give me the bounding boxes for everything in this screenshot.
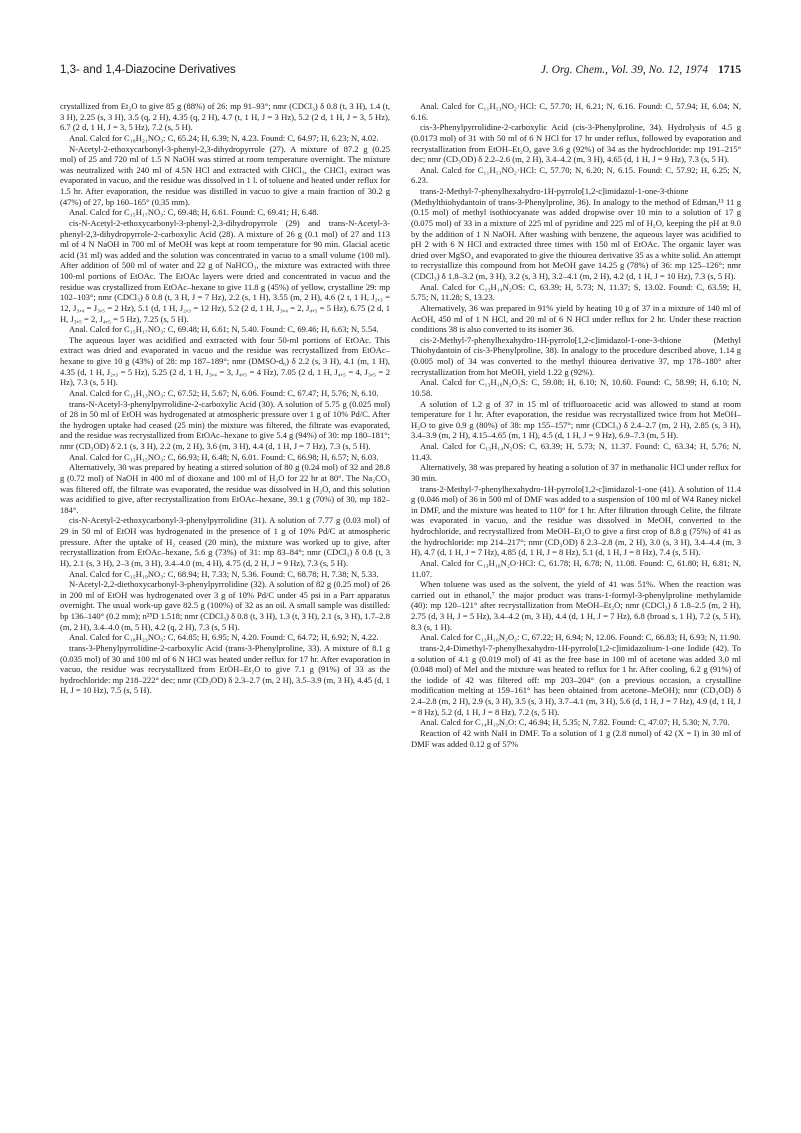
paragraph: cis-N-Acetyl-2-ethoxycarbonyl-3-phenylpyrrolidine (31). A solution of 7.77 g (0.03 mol) of 29 in 50 ml of EtOH was hydrogenated in the presence of 1 g of 10% Pd/C at atmospheric pressure. After the uptake of H₂ ceased (20 min), the mixture was worked up to give, after recrystallization from EtOAc–hexane, 5.6 g (73%) of 31: mp 83–84°; nmr (CDCl₃) δ 0.8 (t, 3 H), 2.1 (s, 3 H), 2–3 (m, 3 H), 3.4–4.0 (m, 4 H), 4.75 (d, 2 H, J = 9 Hz), 7.3 (s, 5 H). (60, 515, 390, 568)
paragraph: The aqueous layer was acidified and extracted with four 50-ml portions of EtOAc. This extract was dried and evaporated in vacuo and the residue was recrystallized from EtOAc–hexane to give 10 g (43%) of 28: mp 187–189°; nmr (DMSO-d₆) δ 2.2 (s, 3 H), 4.1 (m, 1 H), 4.35 (d, 1 H, J₂,₃ = 5 Hz), 5.25 (2 d, 1 H, J₃,₄ = 3, J₄,₅ = 4 Hz), 7.05 (2 d, 1 H, J₄,₅ = 4, J₃,₅ = 2 Hz), 7.3 (s, 5 H). (60, 334, 390, 388)
paragraph: Anal. Calcd for C₁₃H₁₆N₂O·HCl: C, 61.78; H, 6.78; N, 11.08. Found: C, 61.80; H, 6.81; N, 11.07. (411, 557, 741, 579)
paragraph: Reaction of 42 with NaH in DMF. To a solution of 1 g (2.8 mmol) of 42 (X = I) in 30 ml of DMF was added 0.12 g of 57% (411, 727, 741, 749)
paragraph: Anal. Calcd for C₁₃H₁₆N₂O₂S: C, 59.08; H, 6.10; N, 10.60. Found: C, 58.99; H, 6.10; N, 10.58. (411, 377, 741, 398)
left-column (60, 101, 390, 696)
paragraph: Anal. Calcd for C₁₁H₁₃NO₂·HCl: C, 57.70; H, 6.21; N, 6.16. Found: C, 57.94; H, 6.04; N, 6.16. (411, 101, 741, 122)
paragraph: trans-2,4-Dimethyl-7-phenylhexahydro-1H-pyrrolo[1,2-c]imidazolium-1-one Iodide (42). To a solution of 4.1 g (0.019 mol) of 41 as the free base in 100 ml of acetone was added 3.0 ml (0.048 mol) of MeI and the mixture was heated to reflux for 1 hr. After cooling, 6.2 g (91%) of the iodide of 42 was filtered off: mp 203–204° (on a previous occasion, a crystalline modification melting at 159–161° has been obtained from acetone–MeOH); nmr (CD₃OD) δ 2.4–2.8 (m, 2 H), 2.9 (s, 3 H), 3.5 (s, 3 H), 3.7–4.1 (m, 3 H), 5.6 (d, 1 H, J = 7 Hz), 4.9 (d, 1 H, J = 8 Hz), 5.2 (d, 1 H, J = 8 Hz), 7.2 (s, 5 H). (411, 642, 741, 717)
paragraph: Alternatively, 36 was prepared in 91% yield by heating 10 g of 37 in a mixture of 140 ml of AcOH, 450 ml of 1 N HCl, and 20 ml of 6 N HCl under reflux for 2 hr. Under these reaction conditions 38 is also converted to its isomer 36. (411, 302, 741, 335)
paragraph: Anal. Calcd for C₁₃H₁₄N₂OS: C, 63.39; H, 5.73; N, 11.37; S, 13.02. Found: C, 63.59; H, 5.75; N, 11.28; S, 13.23. (411, 281, 741, 303)
paragraph: cis-2-Methyl-7-phenylhexahydro-1H-pyrrolo[1,2-c]imidazol-1-one-3-thione (Methyl Thiohydantoin of cis-3-Phenylproline, 38). In analogy to the procedure described above, 1.14 g (0.005 mol) of 34 was converted to the methyl thiourea derivative 37, mp 178–180° after recrystallization from hot MeOH, yield 1.22 g (92%). (411, 334, 741, 377)
paragraph: trans-2-Methyl-7-phenylhexahydro-1H-pyrrolo[1,2-c]imidazol-1-one-3-thione (Methylthiohydantoin of trans-3-Phenylproline, 36). In analogy to the method of Edman,¹³ 11 g (0.15 mol) of methyl isothiocyanate was added dropwise over 10 min to a solution of 17 g (0.075 mol) of 33 in a mixture of 225 ml of pyridine and 225 ml of H₂O, keeping the pH at 9.0 by the addition of 1 N NaOH. After washing with benzene, the aqueous layer was acidified to pH 2 with 6 N HCl and extracted three times with 150 ml of EtOAc. The organic layer was dried over MgSO₄ and evaporated to give the thiourea derivative 35 as a white solid. An attempt to recrystallize this compound from hot MeOH gave 14.25 g (78%) of 36: mp 125–126°; nmr (CDCl₃) δ 1.8–3.2 (m, 3 H), 3.2 (s, 3 H), 3.2–4.1 (m, 2 H), 4.2 (d, 1 H, J = 10 Hz), 7.3 (s, 5 H). (411, 186, 741, 281)
paragraph: Anal. Calcd for C₁₅H₁₉NO₃: C, 68.94; H, 7.33; N, 5.36. Found: C, 68.78; H, 7.38; N, 5.33. (69, 568, 379, 579)
paragraph: Alternatively, 38 was prepared by heating a solution of 37 in methanolic HCl under reflux for 30 min. (411, 462, 741, 483)
paragraph: crystallized from Et₂O to give 85 g (88%) of 26: mp 91–93°; nmr (CDCl₃) δ 0.8 (t, 3 H), 1.4 (t, 3 H), 2.25 (s, 3 H), 3.5 (q, 2 H), 4.35 (q, 2 H), 4.7 (t, 1 H, J = 3 Hz), 5.2 (2 d, 1 H, J = 3, 5 Hz), 6.7 (2 d, 1 H, J = 3, 5 Hz), 7.2 (s, 5 H). (60, 101, 390, 133)
paragraph: A solution of 1.2 g of 37 in 15 ml of trifluoroacetic acid was allowed to stand at room temperature for 1 hr. After evaporation, the residue was recrystallized twice from hot MeOH–H₂O to give 0.9 g (80%) of 38: mp 155–157°; nmr (CDCl₃) δ 2.4–2.7 (m, 2 H), 2.85 (s, 3 H), 3.4–3.9 (m, 2 H), 4.15–4.65 (m, 1 H), 4.5 (d, 1 H, J = 9 Hz), 6.9–7.3 (m, 5 H). (411, 398, 741, 441)
paragraph: Anal. Calcd for C₁₅H₁₇NO₃: C, 69.48; H, 6.61; N, 5.40. Found: C, 69.46; H, 6.63; N, 5.54. (69, 324, 379, 335)
paragraph: When toluene was used as the solvent, the yield of 41 was 51%. When the reaction was carried out in ethanol,⁷ the major product was trans-1-formyl-3-phenylproline methylamide (40): mp 120–121° after recrystallization from MeOH–Et₂O; nmr (CDCl₃) δ 1.8–2.5 (m, 2 H), 2.75 (d, 3 H, J = 5 Hz), 3.4–4.2 (m, 3 H), 4.4 (d, 1 H, J = 7 Hz), 6.8 (broad s, 1 H), 7.2 (s, 5 H), 8.3 (s, 1 H). (411, 579, 741, 632)
paragraph: cis-3-Phenylpyrrolidine-2-carboxylic Acid (cis-3-Phenylproline, 34). Hydrolysis of 4.5 g (0.0173 mol) of 31 with 50 ml of 6 N HCl for 17 hr under reflux, followed by evaporation and recrystallization from EtOH–Et₂O, gave 3.6 g (92%) of 34 as the hydrochloride: mp 191–215° dec; nmr (CD₃OD) δ 2.2–2.6 (m, 2 H), 3.4–4.2 (m, 3 H), 4.65 (d, 1 H, J = 9 Hz), 7.3 (s, 5 H). (411, 122, 741, 165)
paragraph: Anal. Calcd for C₁₃H₁₄N₂OS: C, 63.39; H, 5.73; N, 11.37. Found: C, 63.34; H, 5.76; N, 11.43. (411, 441, 741, 462)
paragraph: Anal. Calcd for C₁₃H₁₃NO₃: C, 67.52; H, 5.67; N, 6.06. Found: C, 67.47; H, 5.76; N, 6.10. (69, 387, 379, 398)
paragraph: Anal. Calcd for C₁₃H₁₆N₂O₂: C, 67.22; H, 6.94; N, 12.06. Found: C, 66.83; H, 6.93; N, 11.90. (420, 632, 741, 643)
paragraph: Anal. Calcd for C₁₃H₁₅NO₃: C, 66.93; H, 6.48; N, 6.01. Found: C, 66.98; H, 6.57; N, 6.03. (69, 451, 379, 462)
paragraph: Anal. Calcd for C₁₁H₁₃NO₂·HCl: C, 57.70; N, 6.20; N, 6.15. Found: C, 57.92; H, 6.25; N, 6.23. (411, 164, 741, 186)
paragraph: cis-N-Acetyl-2-ethoxycarbonyl-3-phenyl-2,3-dihydropyrrole (29) and trans-N-Acetyl-3-phenyl-2,3-dihydropyrrole-2-carboxylic Acid (28). A mixture of 26 g (0.1 mol) of 27 and 113 ml of 4 N NaOH in 700 ml of MeOH was kept at room temperature for 90 min. Glacial acetic acid (31 ml) was added and the solution was concentrated in vacuo to a small volume (100 ml). After addition of 500 ml of water and 22 g of NaHCO₃, the mixture was extracted with three 100-ml portions of EtOAc. The EtOAc layers were dried and concentrated in vacuo and the residue was crystallized from EtOAc–hexane to give 11.8 g (45%) of yellow, crystalline 29: mp 102–103°; nmr (CDCl₃) δ 0.8 (t, 3 H, J = 7 Hz), 2.2 (s, 1 H), 3.55 (m, 2 H), 4.6 (2 t, 1 H, J₂,₃ = 12, J₃,₄ = J₃,₅ = 2 Hz), 5.1 (d, 1 H, J₂,₃ = 12 Hz), 5.2 (2 d, 1 H, J₃,₄ = 2, J₄,₅ = 5 Hz), 6.75 (2 d, 1 H, J₃,₅ = 2, J₄,₅ = 5 Hz), 7.25 (s, 5 H). (60, 217, 390, 324)
journal-citation (541, 64, 741, 76)
paragraph: N-Acetyl-2,2-diethoxycarbonyl-3-phenylpyrrolidine (32). A solution of 82 g (0.25 mol) of 26 in 200 ml of EtOH was hydrogenated over 3 g of 10% Pd/C under 45 psi in a Parr apparatus overnight. The usual work-up gave 82.5 g (100%) of 32 as an oil. A small sample was distilled: bp 136–140° (0.2 mm); n²⁵D 1.518; nmr (CDCl₃) δ 0.8 (t, 3 H), 1.3 (t, 3 H), 2.1 (s, 3 H), 1.7–2.8 (m, 2 H), 3.4–4.0 (m, 5 H), 4.2 (q, 2 H), 7.3 (s, 5 H). (60, 579, 390, 632)
paragraph: Anal. Calcd for C₁₈H₂₁NO₃: C, 65.24; H, 6.39; N, 4.23. Found: C, 64.97; H, 6.23; N, 4.02. (69, 132, 379, 143)
paragraph: Alternatively, 30 was prepared by heating a stirred solution of 80 g (0.24 mol) of 32 and 28.8 g (0.72 mol) of NaOH in 400 ml of dioxane and 100 ml of H₂O for 22 hr at 80°. The Na₂CO₃ was filtered off, the filtrate was evaporated, the residue was dissolved in H₂O, and this solution was acidified to give, after recrystallization from EtOAc–hexane, 39.1 g (70%) of 30, mp 182–184°. (60, 462, 390, 515)
running-title: 1,3- and 1,4-Diazocine Derivatives (60, 64, 236, 76)
paragraph: trans-N-Acetyl-3-phenylpyrrolidine-2-carboxylic Acid (30). A solution of 5.75 g (0.025 mol) of 28 in 50 ml of EtOH was hydrogenated at atmospheric pressure over 1 g of 10% Pd/C. After the hydrogen uptake had ceased (25 min) the mixture was filtered, the filtrate was evaporated, and the residue was recrystallized from EtOAc–hexane to give 5.4 g (94%) of 30: mp 180–181°; nmr (CD₃OD) δ 2.1 (s, 3 H), 2.2 (m, 2 H), 3.6 (m, 3 H), 4.4 (d, 1 H, J = 7 Hz), 7.3 (s, 5 H). (60, 398, 391, 451)
journal-reference: J. Org. Chem., Vol. 39, No. 12, 1974 (540, 64, 708, 76)
paragraph: N-Acetyl-2-ethoxycarbonyl-3-phenyl-2,3-dihydropyrrole (27). A mixture of 87.2 g (0.25 mol) of 25 and 720 ml of 1.5 N NaOH was stirred at room temperature overnight. The mixture was neutralized with 240 ml of 4.5N HCl and extracted with CHCl₃, the CHCl₃ extract was evaporated in vacuo, and the residue was dissolved in 1 l. of toluene and heated under reflux for 1.5 hr. After evaporation, the residue was distilled in vacuo to give a main fraction of 30.2 g (47%) of 27, bp 160–165° (0.35 mm). (60, 143, 390, 207)
paragraph: Anal. Calcd for C₁₈H₂₃NO₅: C, 64.85; H, 6.95; N, 4.20. Found: C, 64.72; H, 6.92; N, 4.22. (69, 632, 379, 643)
page-number: 1715 (718, 64, 741, 76)
paragraph: trans-3-Phenylpyrrolidine-2-carboxylic Acid (trans-3-Phenylproline, 33). A mixture of 8.1 g (0.035 mol) of 30 and 100 ml of 6 N HCl was heated under reflux for 17 hr. After evaporation in vacuo, the residue was recrystallized from EtOH–Et₂O to give 7.1 g (91%) of 33 as the hydrochloride: mp 218–222° dec; nmr (CD₃OD) δ 2.3–2.7 (m, 2 H), 3.5–3.9 (m, 3 H), 4.45 (d, 1 H, J = 10 Hz), 7.5 (s, 5 H). (60, 642, 390, 696)
paragraph: Anal. Calcd for C₁₅H₁₇NO₃: C, 69.48; H, 6.61. Found: C, 69.41; H, 6.48. (69, 207, 319, 218)
paragraph: trans-2-Methyl-7-phenylhexahydro-1H-pyrrolo[1,2-c]imidazol-1-one (41). A solution of 11.4 g (0.046 mol) of 36 in 500 ml of DMF was added to a suspension of 100 ml of W4 Raney nickel in DMF, and the mixture was heated to 110° for 1 hr. After filtration through Celite, the filtrate was evaporated in vacuo, and the residue was dissolved in MeOH, converted to the hydrochloride, and recrystallized from MeOH–Et₂O to give a first crop of 8.8 g (75%) of 41 as the hydrochloride: mp 214–217°; nmr (CD₃OD) δ 2.3–2.8 (m, 2 H), 3.0 (s, 3 H), 3.4–4.4 (m, 3 H), 4.7 (d, 1 H, J = 7 Hz), 4.85 (d, 1 H, J = 8 Hz), 5.1 (d, 1 H, J = 8 Hz), 7.4 (s, 5 H). (411, 483, 741, 558)
paragraph: Anal. Calcd for C₁₄H₁₉N₂O: C, 46.94; H, 5.35; N, 7.82. Found: C, 47.07; H, 5.30; N, 7.70. (420, 717, 730, 728)
running-header (60, 64, 741, 84)
right-column (411, 101, 741, 749)
